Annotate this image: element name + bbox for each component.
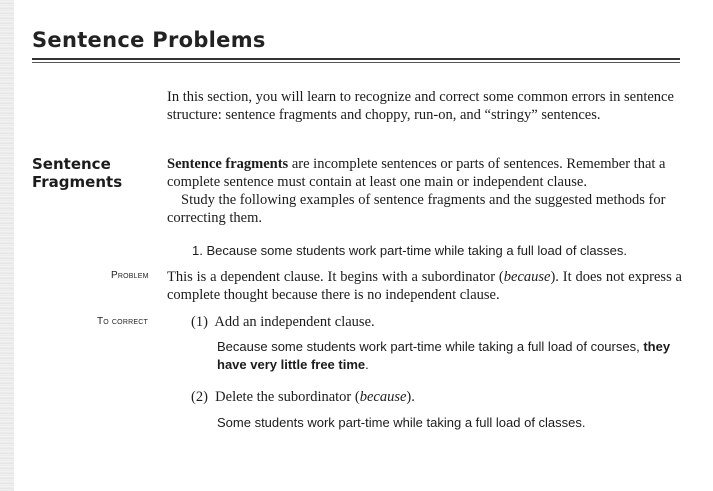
step-1-number: (1) bbox=[191, 314, 208, 330]
term-sentence-fragments: Sentence fragments bbox=[167, 156, 289, 172]
example-number: 1. bbox=[192, 243, 203, 258]
step-1-example-end: . bbox=[365, 357, 369, 372]
step-2-instruction-emphasis: because bbox=[359, 389, 407, 405]
section-body bbox=[167, 155, 682, 227]
correction-step-2 bbox=[191, 388, 415, 406]
problem-label: Problem bbox=[111, 270, 149, 281]
problem-text-before: This is a dependent clause. It begins with a subordinator ( bbox=[167, 269, 504, 285]
scan-edge-shadow bbox=[0, 0, 14, 491]
step-2-example: Some students work part-time while taking a full load of classes. bbox=[217, 415, 586, 430]
step-2-number: (2) bbox=[191, 389, 208, 405]
section-heading-line-1: Sentence bbox=[32, 155, 111, 173]
chapter-title: Sentence Problems bbox=[32, 28, 266, 52]
definition-text: are incomplete sentences or parts of sentences. Remember that a complete sentence must contain at least one main or independent clause. bbox=[167, 156, 666, 190]
title-rule bbox=[32, 58, 680, 63]
step-2-instruction-after: ). bbox=[406, 389, 415, 405]
section-heading bbox=[32, 155, 122, 191]
section-heading-line-2: Fragments bbox=[32, 173, 123, 191]
step-2-instruction-before: Delete the subordinator ( bbox=[215, 389, 360, 405]
study-text: Study the following examples of sentence fragments and the suggested methods for correcting them. bbox=[167, 192, 666, 226]
problem-text-after: ). It does not express a complete thought because there is no independent clause. bbox=[167, 269, 682, 303]
step-1-instruction: Add an independent clause. bbox=[214, 314, 375, 330]
example-sentence: Because some students work part-time while taking a full load of classes. bbox=[206, 243, 628, 258]
step-1-example-bold: they have very little free time bbox=[217, 339, 671, 372]
example-fragment bbox=[192, 242, 627, 260]
problem-text-emphasis: because bbox=[503, 269, 551, 285]
to-correct-label: To correct bbox=[97, 316, 148, 327]
step-1-example-plain: Because some students work part-time while taking a full load of courses, bbox=[217, 339, 644, 354]
problem-text bbox=[167, 268, 682, 304]
intro-paragraph: In this section, you will learn to recognize and correct some common errors in sentence structure: sentence fragments and choppy, run-on, and “stringy” sentences. bbox=[167, 89, 674, 123]
correction-step-1 bbox=[191, 313, 375, 331]
step-1-example bbox=[217, 338, 677, 374]
